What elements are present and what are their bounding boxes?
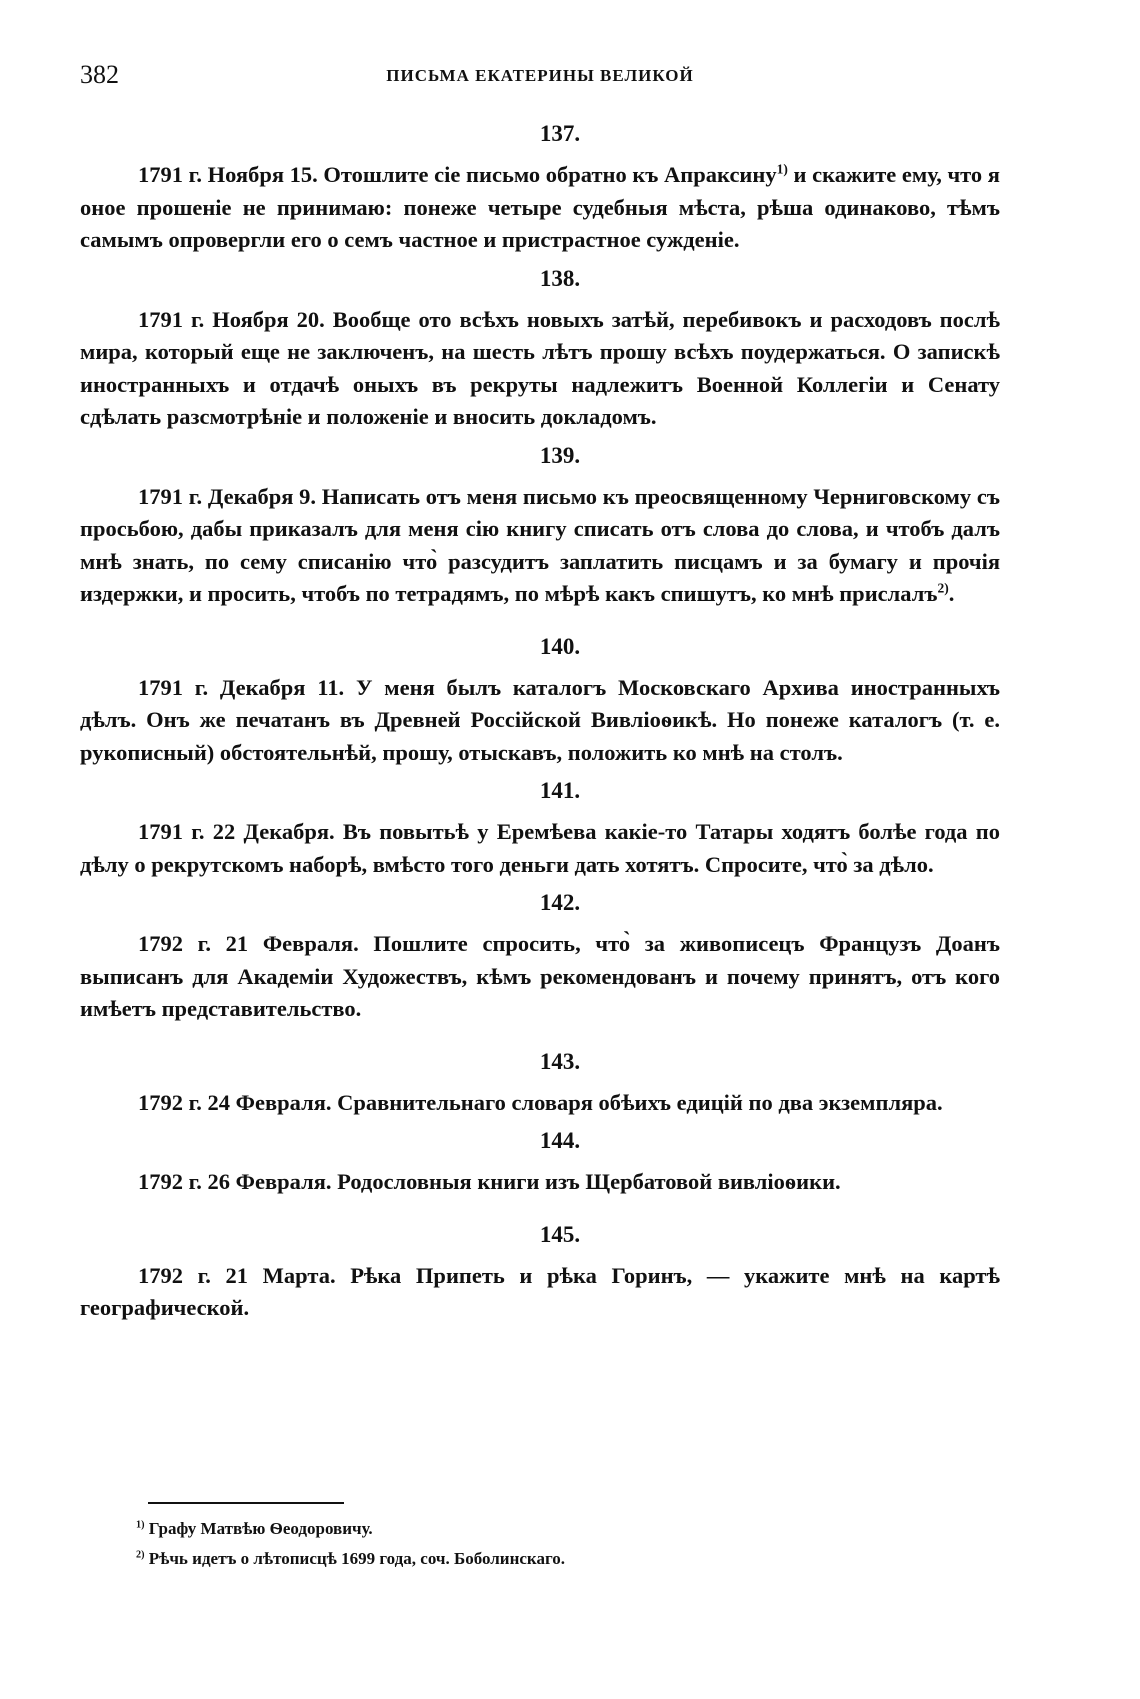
footnote-text: Рѣчь идетъ о лѣтописцѣ 1699 года, соч. Боболинскаго. (144, 1549, 566, 1568)
letters-body (80, 118, 1000, 1331)
entry-text (80, 481, 1000, 611)
spacer (80, 1205, 1000, 1219)
entry-142 (80, 887, 1000, 1026)
entry-text: 1792 г. 26 Февраля. Родословныя книги изъ Щербатовой вивліоѳики. (138, 1169, 841, 1194)
footnote-2 (136, 1544, 996, 1574)
entry-number: 143. (539, 1048, 581, 1074)
footnote-divider (148, 1502, 344, 1504)
entry-number: 141. (539, 778, 581, 803)
entry-141 (80, 775, 1000, 881)
entry-139 (80, 440, 1000, 611)
entry-number: 140. (539, 633, 581, 659)
entry-text: 1792 г. 21 Марта. Рѣка Припеть и рѣка Горинъ, — укажите мнѣ на картѣ географической. (80, 1262, 1000, 1320)
entry-143 (80, 1046, 1000, 1120)
footnote-mark: 2) (136, 1549, 145, 1561)
entry-text: 1792 г. 24 Февраля. Сравнительнаго словаря обѣихъ едицій по два экземпляра. (138, 1089, 943, 1115)
footnote-1 (136, 1514, 996, 1544)
entry-number: 144. (539, 1128, 581, 1153)
entry-140 (80, 631, 1000, 770)
entry-138 (80, 263, 1000, 434)
entry-137 (80, 118, 1000, 257)
footnote-ref-1: 1) (776, 161, 788, 177)
spacer (80, 1032, 1000, 1046)
entry-number: 145. (539, 1221, 581, 1247)
entry-number: 139. (539, 442, 581, 468)
footnote-text: Графу Матвѣю Ѳеодоровичу. (144, 1519, 373, 1538)
footnote-mark: 1) (136, 1519, 145, 1531)
footnote-ref-2: 2) (937, 580, 949, 596)
footnotes (136, 1514, 996, 1574)
entry-text: 1792 г. 21 Февраля. Пошлите спросить, что̀ за живописецъ Французъ Доанъ выписанъ для Академіи Художествъ, кѣмъ рекомендованъ и почему принятъ, отъ кого имѣетъ представительство. (80, 931, 1000, 1021)
entry-text-part: . (948, 581, 955, 606)
spacer (80, 617, 1000, 631)
entry-text-part: 1791 г. Декабря 9. Написать отъ меня письмо къ преосвященному Черниговскому съ просьбою, дабы приказалъ для меня сію книгу списать отъ слова до слова, и чтобъ далъ мнѣ знать, по сему списанію что̀ разсудитъ заплатить писцамъ и за бумагу и прочія издержки, и просить, чтобъ по тетрадямъ, по мѣрѣ какъ спишутъ, ко мнѣ прислалъ (80, 483, 1000, 606)
entry-text: 1791 г. 22 Декабря. Въ повытьѣ у Еремѣева какіе-то Татары ходятъ болѣе года по дѣлу о рекрутскомъ наборѣ, вмѣсто того деньги дать хотятъ. Спросите, что̀ за дѣло. (80, 819, 1000, 877)
page-header (80, 60, 1000, 100)
entry-text-part: и скажите ему, что я оное прошеніе не принимаю: понеже четыре судебныя мѣста, рѣша одинаково, тѣмъ самымъ опровергли его о семъ частное и пристрастное сужденіе. (80, 162, 1000, 252)
page-number: 382 (80, 60, 119, 89)
entry-text: 1791 г. Декабря 11. У меня былъ каталогъ Московскаго Архива иностранныхъ дѣлъ. Онъ же печатанъ въ Древней Россійской Вивліоѳикѣ. Но понеже каталогъ (т. е. рукописный) обстоятельнѣй, прошу, отыскавъ, положить ко мнѣ на столъ. (80, 674, 1000, 765)
entry-text (80, 159, 1000, 257)
running-title: ПИСЬМА ЕКАТЕРИНЫ ВЕЛИКОЙ (386, 66, 694, 85)
entry-number: 137. (539, 121, 581, 146)
entry-text: 1791 г. Ноября 20. Вообще ото всѣхъ новыхъ затѣй, перебивокъ и расходовъ послѣ мира, который еще не заключенъ, на шесть лѣтъ прошу всѣхъ поудержаться. О запискѣ иностранныхъ и отдачѣ оныхъ въ рекруты надлежитъ Военной Коллегіи и Сенату сдѣлать разсмотрѣніе и положеніе и вносить докладомъ. (80, 306, 1000, 429)
entry-number: 142. (539, 890, 581, 915)
entry-text-part: 1791 г. Ноября 15. Отошлите сіе письмо обратно къ Апраксину (138, 162, 777, 187)
entry-145 (80, 1219, 1000, 1325)
entry-number: 138. (539, 265, 581, 291)
entry-144 (80, 1125, 1000, 1199)
